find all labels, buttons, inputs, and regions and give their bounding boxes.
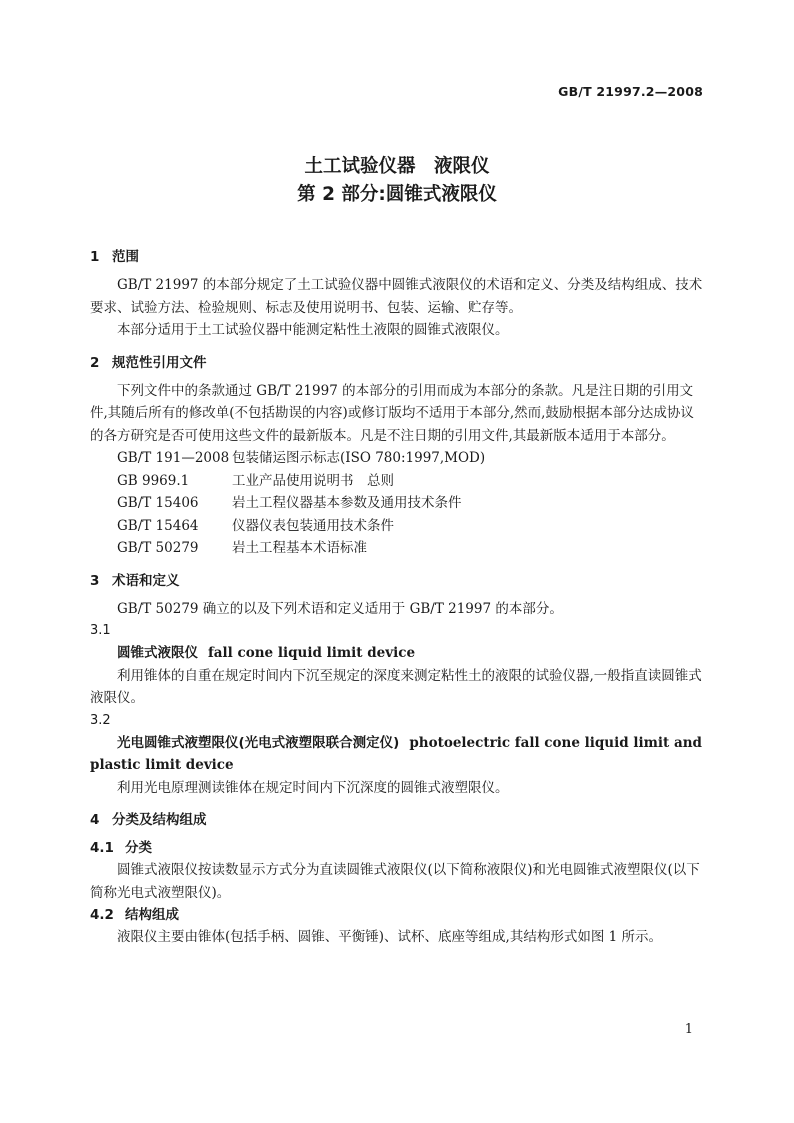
- term-definition: 利用锥体的自重在规定时间内下沉至规定的深度来测定粘性土的液限的试验仪器,一般指直读圆锥式液限仪。: [90, 667, 702, 706]
- reference-code: GB/T 15406: [117, 495, 199, 511]
- section-title: 范围: [112, 249, 139, 265]
- reference-title: 工业产品使用说明书 总则: [232, 472, 394, 489]
- section-heading: [90, 809, 705, 831]
- term-number: 3.1: [90, 623, 111, 638]
- section-number: 3: [90, 572, 100, 589]
- section-number: 4: [90, 812, 100, 828]
- reference-code: GB 9969.1: [117, 472, 190, 489]
- subsection-title: 结构组成: [125, 907, 179, 923]
- paragraph: 圆锥式液限仪按读数显示方式分为直读圆锥式液限仪(以下简称液限仪)和光电圆锥式液塑限仪(以下简称光电式液塑限仪)。: [90, 862, 700, 901]
- section-3: [90, 570, 705, 800]
- reference-item: [90, 447, 705, 470]
- reference-item: [90, 492, 705, 515]
- paragraph: GB/T 50279 确立的以及下列术语和定义适用于 GB/T 21997 的本部分。: [117, 600, 563, 617]
- section-2: [90, 352, 705, 560]
- paragraph: 液限仪主要由锥体(包括手柄、圆锥、平衡锤)、试杯、底座等组成,其结构形式如图 1 所示。: [117, 929, 662, 945]
- subsection-number: 4.1: [90, 840, 114, 856]
- term-english: fall cone liquid limit device: [208, 645, 416, 661]
- reference-title: 岩土工程基本术语标准: [232, 540, 367, 556]
- section-title: 规范性引用文件: [112, 354, 207, 371]
- reference-title: 包装储运图示标志(ISO 780:1997,MOD): [232, 450, 486, 466]
- term-3-1: [90, 620, 705, 710]
- subsection-4-1: [90, 837, 705, 904]
- reference-list: [90, 447, 705, 560]
- document-title: [0, 153, 794, 209]
- term-definition: 利用光电原理测读锥体在规定时间内下沉深度的圆锥式液塑限仪。: [117, 779, 509, 796]
- term-3-2: [90, 710, 705, 800]
- reference-item: [90, 537, 705, 560]
- subsection-number: 4.2: [90, 907, 114, 923]
- section-title: 术语和定义: [112, 572, 180, 589]
- title-line-2: 第 2 部分:圆锥式液限仪: [297, 184, 497, 205]
- term-chinese: 光电圆锥式液塑限仪(光电式液塑限联合测定仪): [117, 734, 400, 751]
- section-heading: [90, 570, 705, 592]
- page-number: 1: [684, 1022, 693, 1037]
- standard-number: GB/T 21997.2—2008: [558, 84, 703, 99]
- subsection-heading: [90, 904, 705, 926]
- term-chinese: 圆锥式液限仪: [117, 645, 198, 661]
- section-title: 分类及结构组成: [112, 812, 207, 828]
- section-number: 2: [90, 354, 100, 371]
- reference-title: 仪器仪表包装通用技术条件: [232, 517, 394, 534]
- reference-code: GB/T 50279: [117, 540, 199, 556]
- section-number: 1: [90, 249, 100, 265]
- reference-title: 岩土工程仪器基本参数及通用技术条件: [232, 495, 462, 511]
- paragraph: 本部分适用于土工试验仪器中能测定粘性土液限的圆锥式液限仪。: [117, 322, 509, 338]
- term-english: photoelectric fall cone liquid limit and plastic limit device: [90, 734, 702, 773]
- term-name: [90, 732, 705, 777]
- section-heading: [90, 352, 705, 374]
- term-name: [90, 642, 705, 665]
- reference-code: GB/T 15464: [117, 517, 199, 534]
- section-1: [90, 246, 705, 342]
- title-line-1: 土工试验仪器 液限仪: [304, 156, 490, 177]
- paragraph: GB/T 21997 的本部分规定了土工试验仪器中圆锥式液限仪的术语和定义、分类及结构组成、技术要求、试验方法、检验规则、标志及使用说明书、包装、运输、贮存等。: [90, 277, 703, 316]
- document-body: [90, 246, 705, 949]
- subsection-heading: [90, 837, 705, 859]
- term-number: 3.2: [90, 712, 111, 728]
- reference-item: [90, 515, 705, 538]
- paragraph: 下列文件中的条款通过 GB/T 21997 的本部分的引用而成为本部分的条款。凡是注日期的引用文件,其随后所有的修改单(不包括勘误的内容)或修订版均不适用于本部分,然而,鼓励根据本部分达成协议的各方研究是否可使用这些文件的最新版本。凡是不注日期的引用文件,其最新版本适用于本部分。: [90, 382, 694, 444]
- reference-item: [90, 470, 705, 493]
- section-heading: [90, 246, 705, 268]
- subsection-4-2: [90, 904, 705, 949]
- section-4: [90, 809, 705, 949]
- subsection-title: 分类: [125, 840, 152, 856]
- reference-code: GB/T 191—2008: [117, 450, 230, 466]
